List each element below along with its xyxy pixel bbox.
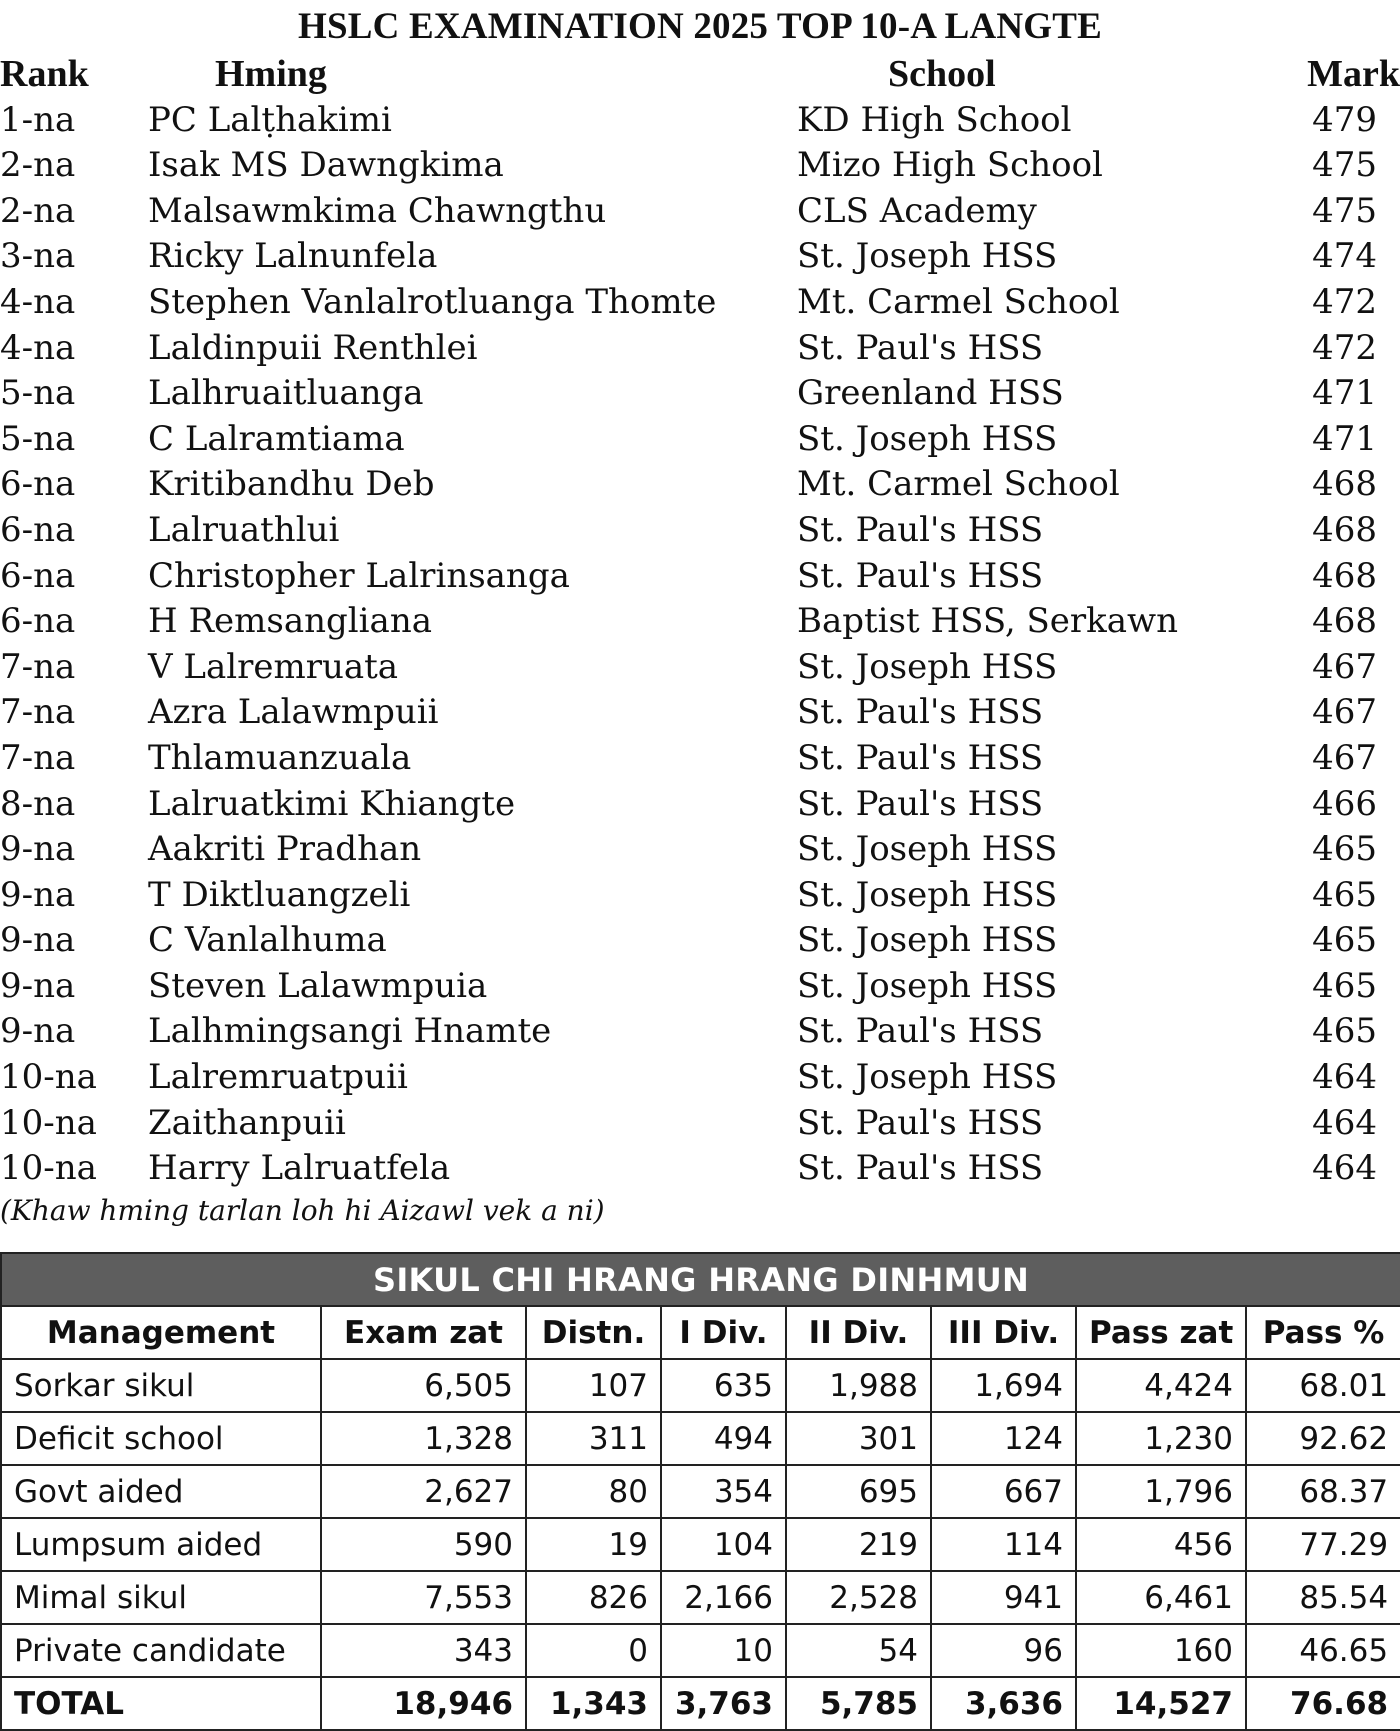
cell-name: T Diktluangzeli	[148, 874, 411, 915]
table-cell: 19	[526, 1518, 661, 1571]
table-row	[0, 964, 1400, 1010]
table-cell: 1,328	[321, 1412, 526, 1465]
table-cell: 1,230	[1076, 1412, 1246, 1465]
cell-rank: 1-na	[0, 99, 76, 140]
cell-school: St. Paul's HSS	[797, 327, 1044, 368]
row-label: Mimal sikul	[1, 1571, 321, 1624]
table-row	[0, 599, 1400, 645]
cell-name: Lalhmingsangi Hnamte	[148, 1011, 552, 1052]
column-header: III Div.	[931, 1306, 1076, 1359]
table-cell: 114	[931, 1518, 1076, 1571]
table-cell: 301	[786, 1412, 931, 1465]
cell-mark: 467	[1312, 692, 1377, 733]
table-row	[0, 1146, 1400, 1192]
cell-rank: 10-na	[0, 1102, 97, 1143]
footnote: (Khaw hming tarlan loh hi Aizawl vek a ni)	[0, 1194, 605, 1227]
cell-school: KD High School	[797, 99, 1072, 140]
table-cell: 85.54	[1246, 1571, 1400, 1624]
table-row	[1, 1624, 1400, 1677]
table-cell: 68.01	[1246, 1359, 1400, 1412]
cell-mark: 465	[1312, 920, 1377, 961]
cell-name: Steven Lalawmpuia	[148, 965, 488, 1006]
cell-name: Lalruathlui	[148, 509, 340, 550]
cell-rank: 7-na	[0, 646, 76, 687]
cell-rank: 6-na	[0, 464, 76, 505]
cell-school: St. Joseph HSS	[797, 418, 1058, 459]
table-cell: 1,694	[931, 1359, 1076, 1412]
cell-school: St. Joseph HSS	[797, 236, 1058, 277]
cell-name: V Lalremruata	[148, 646, 399, 687]
cell-mark: 465	[1312, 965, 1377, 1006]
table-row	[1, 1465, 1400, 1518]
cell-rank: 9-na	[0, 1011, 76, 1052]
table-cell: 2,166	[661, 1571, 786, 1624]
table-row	[0, 918, 1400, 964]
cell-school: St. Paul's HSS	[797, 1148, 1044, 1189]
header-rank: Rank	[0, 53, 89, 95]
table-cell: 18,946	[321, 1677, 526, 1730]
cell-rank: 10-na	[0, 1057, 97, 1098]
table-cell: 0	[526, 1624, 661, 1677]
cell-rank: 2-na	[0, 145, 76, 186]
table-row	[0, 98, 1400, 144]
table-row	[0, 736, 1400, 782]
table-cell: 1,343	[526, 1677, 661, 1730]
cell-rank: 10-na	[0, 1148, 97, 1189]
cell-mark: 468	[1312, 464, 1377, 505]
table-row	[1, 1412, 1400, 1465]
management-body	[1, 1359, 1400, 1730]
total-row	[1, 1677, 1400, 1730]
table-cell: 68.37	[1246, 1465, 1400, 1518]
table-cell: 54	[786, 1624, 931, 1677]
cell-rank: 9-na	[0, 874, 76, 915]
cell-school: St. Joseph HSS	[797, 920, 1058, 961]
cell-mark: 464	[1312, 1102, 1377, 1143]
table-row	[0, 280, 1400, 326]
cell-name: Kritibandhu Deb	[148, 464, 435, 505]
cell-mark: 474	[1312, 236, 1377, 277]
row-label: TOTAL	[1, 1677, 321, 1730]
cell-name: Christopher Lalrinsanga	[148, 555, 570, 596]
cell-name: Lalruatkimi Khiangte	[148, 783, 516, 824]
cell-mark: 467	[1312, 737, 1377, 778]
table-cell: 4,424	[1076, 1359, 1246, 1412]
cell-mark: 471	[1312, 418, 1377, 459]
cell-school: St. Paul's HSS	[797, 1102, 1044, 1143]
cell-mark: 471	[1312, 373, 1377, 414]
cell-name: Harry Lalruatfela	[148, 1148, 451, 1189]
cell-school: St. Paul's HSS	[797, 1011, 1044, 1052]
management-header-row	[1, 1306, 1400, 1359]
cell-name: Lalremruatpuii	[148, 1057, 408, 1098]
table-row	[0, 1009, 1400, 1055]
table-cell: 695	[786, 1465, 931, 1518]
cell-school: St. Paul's HSS	[797, 783, 1044, 824]
cell-mark: 468	[1312, 555, 1377, 596]
table-cell: 160	[1076, 1624, 1246, 1677]
table-row	[0, 690, 1400, 736]
table-cell: 456	[1076, 1518, 1246, 1571]
table-cell: 124	[931, 1412, 1076, 1465]
table-row	[0, 462, 1400, 508]
table-cell: 77.29	[1246, 1518, 1400, 1571]
header-name: Hming	[215, 53, 327, 95]
cell-rank: 9-na	[0, 965, 76, 1006]
column-header: II Div.	[786, 1306, 931, 1359]
cell-mark: 472	[1312, 327, 1377, 368]
table-cell: 635	[661, 1359, 786, 1412]
column-header: Pass zat	[1076, 1306, 1246, 1359]
table-row	[0, 371, 1400, 417]
cell-school: CLS Academy	[797, 190, 1037, 231]
cell-rank: 9-na	[0, 829, 76, 870]
cell-rank: 4-na	[0, 281, 76, 322]
cell-name: Lalhruaitluanga	[148, 373, 424, 414]
column-header: Distn.	[526, 1306, 661, 1359]
cell-school: Mt. Carmel School	[797, 281, 1120, 322]
table-row	[0, 554, 1400, 600]
management-table	[0, 1252, 1400, 1731]
table-cell: 219	[786, 1518, 931, 1571]
table-cell: 76.68	[1246, 1677, 1400, 1730]
cell-name: Zaithanpuii	[148, 1102, 346, 1143]
cell-rank: 8-na	[0, 783, 76, 824]
table-row	[0, 827, 1400, 873]
table-cell: 107	[526, 1359, 661, 1412]
cell-mark: 468	[1312, 509, 1377, 550]
cell-name: Ricky Lalnunfela	[148, 236, 438, 277]
cell-mark: 465	[1312, 1011, 1377, 1052]
table-row	[0, 645, 1400, 691]
top10-table	[0, 52, 1400, 1192]
column-header: Pass %	[1246, 1306, 1400, 1359]
table-cell: 590	[321, 1518, 526, 1571]
cell-name: Malsawmkima Chawngthu	[148, 190, 607, 231]
table-cell: 343	[321, 1624, 526, 1677]
cell-rank: 6-na	[0, 555, 76, 596]
cell-rank: 9-na	[0, 920, 76, 961]
table-cell: 1,988	[786, 1359, 931, 1412]
table-row	[0, 189, 1400, 235]
cell-name: H Remsangliana	[148, 601, 432, 642]
table-row	[0, 1101, 1400, 1147]
table-row	[0, 873, 1400, 919]
cell-name: Laldinpuii Renthlei	[148, 327, 478, 368]
cell-mark: 475	[1312, 145, 1377, 186]
cell-mark: 479	[1312, 99, 1377, 140]
cell-name: Thlamuanzuala	[148, 737, 412, 778]
cell-rank: 5-na	[0, 373, 76, 414]
cell-mark: 465	[1312, 874, 1377, 915]
row-label: Sorkar sikul	[1, 1359, 321, 1412]
table-row	[0, 782, 1400, 828]
cell-rank: 2-na	[0, 190, 76, 231]
table-cell: 1,796	[1076, 1465, 1246, 1518]
table-cell: 2,528	[786, 1571, 931, 1624]
cell-name: Aakriti Pradhan	[148, 829, 422, 870]
cell-school: Baptist HSS, Serkawn	[797, 601, 1179, 642]
table-cell: 354	[661, 1465, 786, 1518]
table-row	[1, 1518, 1400, 1571]
cell-name: C Lalramtiama	[148, 418, 405, 459]
column-header: Management	[1, 1306, 321, 1359]
cell-school: St. Joseph HSS	[797, 874, 1058, 915]
cell-school: St. Paul's HSS	[797, 692, 1044, 733]
cell-rank: 3-na	[0, 236, 76, 277]
table-cell: 6,461	[1076, 1571, 1246, 1624]
cell-mark: 466	[1312, 783, 1377, 824]
table-cell: 14,527	[1076, 1677, 1246, 1730]
table-cell: 6,505	[321, 1359, 526, 1412]
table-row	[0, 234, 1400, 280]
table-cell: 667	[931, 1465, 1076, 1518]
table-cell: 80	[526, 1465, 661, 1518]
cell-mark: 467	[1312, 646, 1377, 687]
header-school: School	[888, 53, 996, 95]
table-row	[1, 1359, 1400, 1412]
cell-rank: 7-na	[0, 737, 76, 778]
column-header: Exam zat	[321, 1306, 526, 1359]
table-cell: 2,627	[321, 1465, 526, 1518]
cell-name: C Vanlalhuma	[148, 920, 387, 961]
table-cell: 3,763	[661, 1677, 786, 1730]
cell-school: Mt. Carmel School	[797, 464, 1120, 505]
cell-rank: 6-na	[0, 601, 76, 642]
cell-rank: 5-na	[0, 418, 76, 459]
cell-name: Stephen Vanlalrotluanga Thomte	[148, 281, 717, 322]
cell-school: St. Paul's HSS	[797, 555, 1044, 596]
table-cell: 494	[661, 1412, 786, 1465]
table-cell: 96	[931, 1624, 1076, 1677]
cell-school: St. Joseph HSS	[797, 646, 1058, 687]
cell-rank: 6-na	[0, 509, 76, 550]
table-row	[0, 326, 1400, 372]
row-label: Govt aided	[1, 1465, 321, 1518]
cell-school: St. Paul's HSS	[797, 509, 1044, 550]
table-row	[0, 508, 1400, 554]
table-row	[0, 143, 1400, 189]
cell-school: St. Joseph HSS	[797, 1057, 1058, 1098]
row-label: Lumpsum aided	[1, 1518, 321, 1571]
management-banner-row	[1, 1253, 1400, 1306]
table-cell: 3,636	[931, 1677, 1076, 1730]
table-cell: 92.62	[1246, 1412, 1400, 1465]
table-cell: 7,553	[321, 1571, 526, 1624]
page-title: HSLC EXAMINATION 2025 TOP 10-A LANGTE	[297, 6, 1103, 47]
table-cell: 941	[931, 1571, 1076, 1624]
cell-school: St. Joseph HSS	[797, 829, 1058, 870]
table-row	[1, 1571, 1400, 1624]
row-label: Private candidate	[1, 1624, 321, 1677]
cell-mark: 465	[1312, 829, 1377, 870]
table-row	[0, 417, 1400, 463]
table-cell: 46.65	[1246, 1624, 1400, 1677]
top10-header-row	[0, 52, 1400, 98]
table-cell: 826	[526, 1571, 661, 1624]
cell-mark: 464	[1312, 1148, 1377, 1189]
table-cell: 5,785	[786, 1677, 931, 1730]
cell-mark: 468	[1312, 601, 1377, 642]
cell-school: St. Joseph HSS	[797, 965, 1058, 1006]
cell-school: St. Paul's HSS	[797, 737, 1044, 778]
column-header: I Div.	[661, 1306, 786, 1359]
cell-rank: 7-na	[0, 692, 76, 733]
table-cell: 104	[661, 1518, 786, 1571]
cell-name: Isak MS Dawngkima	[148, 145, 504, 186]
cell-name: PC Lalṭhakimi	[148, 99, 392, 140]
table-cell: 311	[526, 1412, 661, 1465]
top10-body	[0, 98, 1400, 1192]
cell-mark: 464	[1312, 1057, 1377, 1098]
table-cell: 10	[661, 1624, 786, 1677]
cell-rank: 4-na	[0, 327, 76, 368]
cell-mark: 475	[1312, 190, 1377, 231]
cell-school: Greenland HSS	[797, 373, 1064, 414]
table-row	[0, 1055, 1400, 1101]
cell-school: Mizo High School	[797, 145, 1103, 186]
row-label: Deficit school	[1, 1412, 321, 1465]
management-banner: SIKUL CHI HRANG HRANG DINHMUN	[1, 1253, 1400, 1306]
header-mark: Mark	[1307, 53, 1400, 95]
cell-name: Azra Lalawmpuii	[148, 692, 439, 733]
cell-mark: 472	[1312, 281, 1377, 322]
